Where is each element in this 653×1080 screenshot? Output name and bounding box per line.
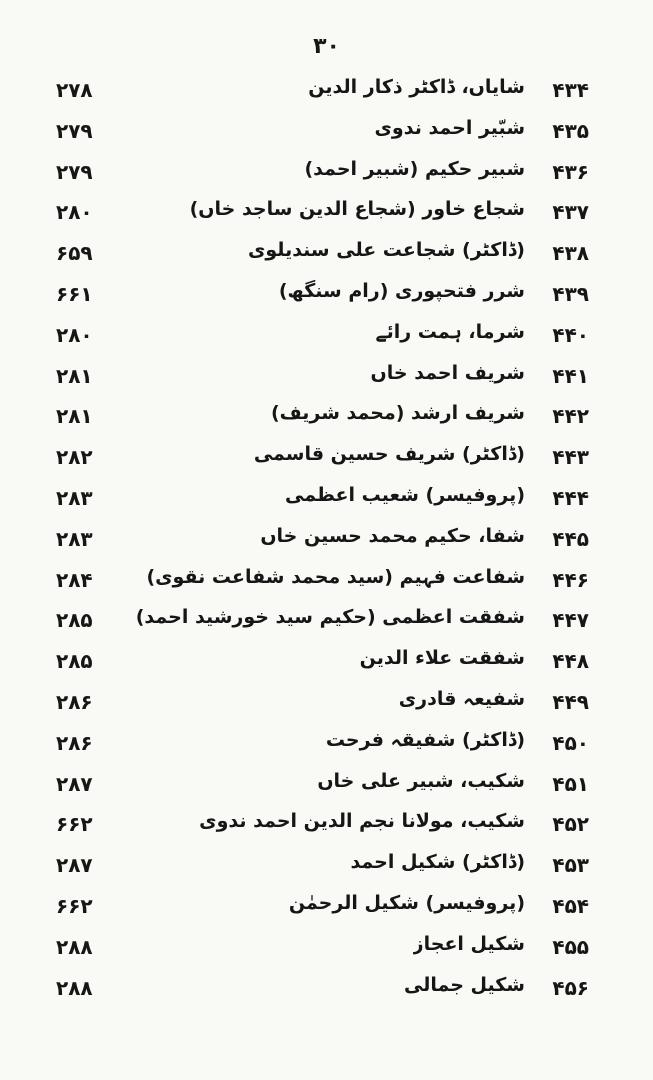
entry-page-number: ۶۶۲ — [56, 893, 93, 918]
entry-page-number: ۲۷۹ — [56, 159, 93, 184]
index-entry — [0, 439, 653, 480]
index-entry — [0, 235, 653, 276]
entry-serial-number: ۴۴۲ — [552, 404, 589, 429]
index-entry — [0, 766, 653, 807]
index-entry — [0, 602, 653, 643]
index-entry — [0, 317, 653, 358]
entry-name: شجاع خاور (شجاع الدین ساجد خاں) — [189, 198, 525, 221]
entry-page-number: ۲۸۲ — [56, 445, 93, 470]
entry-serial-number: ۴۵۶ — [552, 975, 589, 1000]
entry-name: شکیب، مولانا نجم الدین احمد ندوی — [199, 810, 525, 833]
page-number: ۳۰ — [313, 34, 340, 59]
entry-name: شفا، حکیم محمد حسین خاں — [260, 524, 525, 547]
entry-name: شفاعت فہیم (سید محمد شفاعت نقوی) — [146, 565, 525, 588]
entry-serial-number: ۴۵۲ — [552, 812, 589, 837]
entry-name: شرر فتحپوری (رام سنگھ) — [278, 279, 525, 302]
entry-serial-number: ۴۵۵ — [552, 934, 589, 959]
index-entry — [0, 725, 653, 766]
entry-name: (پروفیسر) شکیل الرحمٰن — [288, 891, 525, 914]
entry-page-number: ۲۸۷ — [56, 853, 93, 878]
index-entry — [0, 888, 653, 929]
index-entry — [0, 806, 653, 847]
entry-name: شفقت علاء الدین — [359, 647, 525, 670]
index-entry — [0, 562, 653, 603]
entry-page-number: ۲۸۶ — [56, 689, 93, 714]
index-entry — [0, 521, 653, 562]
entry-page-number: ۲۷۹ — [56, 118, 93, 143]
entry-serial-number: ۴۳۶ — [552, 159, 589, 184]
entry-serial-number: ۴۴۹ — [552, 689, 589, 714]
entry-serial-number: ۴۵۴ — [552, 893, 589, 918]
entry-serial-number: ۴۴۴ — [552, 485, 589, 510]
entry-page-number: ۶۶۲ — [56, 812, 93, 837]
entry-name: شریف احمد خاں — [370, 361, 525, 384]
entry-page-number: ۲۸۴ — [56, 567, 93, 592]
index-entry — [0, 929, 653, 970]
entry-name: شکیل اعجاز — [412, 932, 525, 955]
index-entry — [0, 398, 653, 439]
entry-page-number: ۲۸۰ — [56, 322, 93, 347]
entry-serial-number: ۴۴۵ — [552, 526, 589, 551]
index-entry — [0, 194, 653, 235]
entry-page-number: ۲۸۸ — [56, 975, 93, 1000]
index-entry — [0, 643, 653, 684]
entry-serial-number: ۴۳۴ — [552, 78, 589, 102]
entry-page-number: ۲۸۵ — [56, 649, 93, 674]
entry-serial-number: ۴۳۷ — [552, 200, 589, 225]
entry-serial-number: ۴۵۱ — [552, 771, 589, 796]
entry-page-number: ۲۸۷ — [56, 771, 93, 796]
entry-serial-number: ۴۳۵ — [552, 118, 589, 143]
entry-page-number: ۶۵۹ — [56, 241, 93, 266]
entry-page-number: ۶۶۱ — [56, 281, 93, 306]
entry-name: (ڈاکٹر) شکیل احمد — [350, 851, 525, 874]
entry-name: شرما، ہمت رائے — [375, 320, 525, 343]
entry-name: شفقت اعظمی (حکیم سید خورشید احمد) — [135, 606, 525, 629]
entry-page-number: ۲۸۱ — [56, 404, 93, 429]
entry-page-number: ۲۷۸ — [56, 78, 93, 102]
entry-page-number: ۲۸۱ — [56, 363, 93, 388]
entry-page-number: ۲۸۳ — [56, 526, 93, 551]
index-entry — [0, 276, 653, 317]
entry-page-number: ۲۸۸ — [56, 934, 93, 959]
entry-name: (پروفیسر) شعیب اعظمی — [285, 483, 525, 506]
entry-name: شایاں، ڈاکٹر ذکار الدین — [308, 76, 525, 98]
entry-name: شکیب، شبیر علی خاں — [317, 769, 525, 792]
entry-serial-number: ۴۴۱ — [552, 363, 589, 388]
index-list — [0, 72, 653, 1010]
entry-serial-number: ۴۴۶ — [552, 567, 589, 592]
entry-serial-number: ۴۳۹ — [552, 281, 589, 306]
entry-serial-number: ۴۴۰ — [552, 322, 589, 347]
index-entry — [0, 113, 653, 154]
entry-serial-number: ۴۵۰ — [552, 730, 589, 755]
entry-page-number: ۲۸۵ — [56, 608, 93, 633]
entry-name: (ڈاکٹر) شفیقہ فرحت — [325, 728, 525, 751]
entry-name: شفیعہ قادری — [398, 687, 525, 710]
entry-name: (ڈاکٹر) شریف حسین قاسمی — [253, 443, 525, 466]
index-entry — [0, 970, 653, 1011]
index-entry — [0, 154, 653, 195]
entry-serial-number: ۴۴۷ — [552, 608, 589, 633]
entry-serial-number: ۴۴۳ — [552, 445, 589, 470]
entry-page-number: ۲۸۳ — [56, 485, 93, 510]
entry-name: شریف ارشد (محمد شریف) — [270, 402, 525, 425]
entry-name: (ڈاکٹر) شجاعت علی سندیلوی — [247, 239, 525, 262]
index-entry — [0, 684, 653, 725]
index-entry — [0, 847, 653, 888]
entry-page-number: ۲۸۶ — [56, 730, 93, 755]
entry-page-number: ۲۸۰ — [56, 200, 93, 225]
index-entry — [0, 72, 653, 113]
entry-name: شبیر حکیم (شبیر احمد) — [304, 157, 525, 180]
entry-name: شبّیر احمد ندوی — [374, 116, 525, 139]
index-entry — [0, 358, 653, 399]
index-entry — [0, 480, 653, 521]
entry-serial-number: ۴۳۸ — [552, 241, 589, 266]
entry-serial-number: ۴۵۳ — [552, 853, 589, 878]
entry-name: شکیل جمالی — [404, 973, 525, 996]
entry-serial-number: ۴۴۸ — [552, 649, 589, 674]
